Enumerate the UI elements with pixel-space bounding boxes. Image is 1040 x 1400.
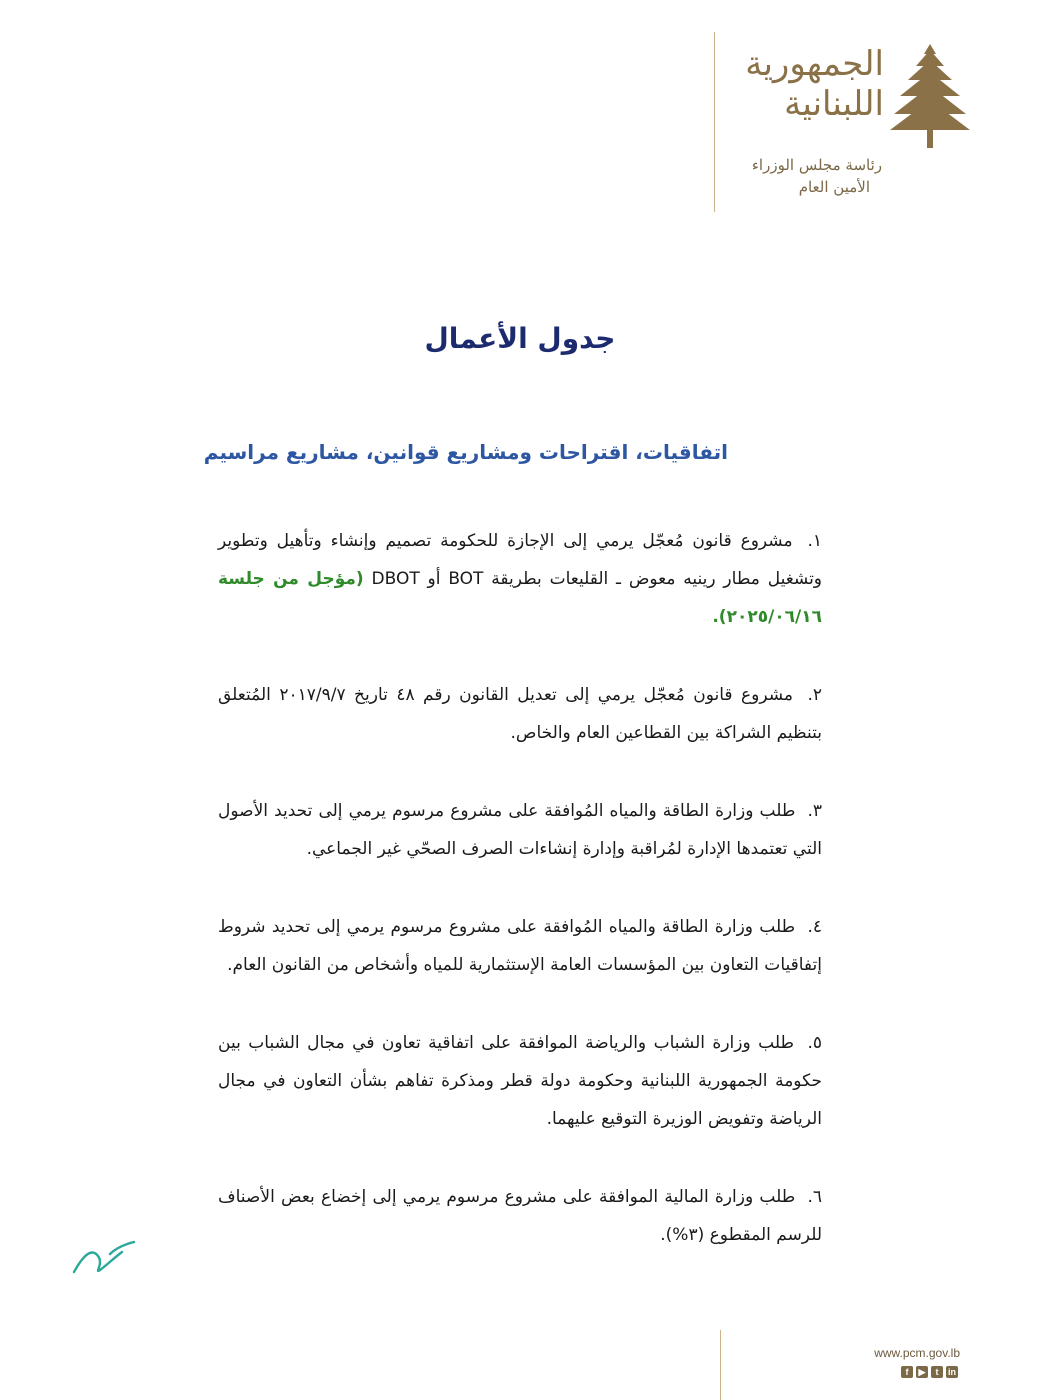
agenda-item-text: طلب وزارة الشباب والرياضة الموافقة على اتفاقية تعاون في مجال الشباب بين حكومة الجمهورية اللبنانية وحكومة دولة قطر ومذكرة تفاهم بشأن التعاون في مجال الرياضة وتفويض الوزيرة التوقيع عليهما. [218,1033,822,1129]
linkedin-icon[interactable]: in [948,1367,956,1377]
agenda-item-number: ٦. [807,1187,823,1207]
agenda-item-text: طلب وزارة الطاقة والمياه المُوافقة على مشروع مرسوم يرمي إلى تحديد شروط إتفاقيات التعاون بين المؤسسات العامة الإستثمارية للمياه وأشخاص من القانون العام. [218,917,822,975]
section-heading: اتفاقيات، اقتراحات ومشاريع قوانين، مشاريع مراسيم [203,440,728,464]
signature-mark [70,1234,140,1284]
agenda-item-number: ٥. [807,1033,823,1053]
emblem-line-1: الجمهورية [745,44,884,84]
agenda-item-number: ٢. [807,685,822,705]
facebook-icon[interactable]: f [901,1366,913,1378]
agenda-item-text: مشروع قانون مُعجّل يرمي إلى الإجازة للحكومة تصميم وإنشاء وتأهيل وتطوير وتشغيل مطار رينيه معوض ـ القليعات بطريقة BOT أو DBOT [218,531,823,589]
agenda-list [218,522,822,1294]
agenda-item-number: ٣. [807,801,823,821]
agenda-item-1 [218,522,822,636]
footer-divider [720,1330,721,1400]
agenda-item-text: طلب وزارة المالية الموافقة على مشروع مرسوم يرمي إلى إخضاع بعض الأصناف للرسم المقطوع (٣%). [218,1187,822,1245]
agenda-item-4 [218,908,822,984]
social-icons [901,1366,958,1378]
office-role: الأمين العام [798,178,870,196]
emblem-title [694,44,884,124]
agenda-item-5 [218,1024,822,1138]
letterhead [670,36,970,226]
cedar-tree-icon [890,42,970,152]
agenda-item-6 [218,1178,822,1254]
youtube-icon[interactable]: ▶ [916,1366,928,1378]
twitter-icon[interactable]: t [931,1366,943,1378]
page-title: جدول الأعمال [424,322,616,355]
office-name: رئاسة مجلس الوزراء [751,156,882,174]
postponed-note: (مؤجل من جلسة ٢٠٢٥/٠٦/١٦). [218,569,822,627]
agenda-item-2 [218,676,822,752]
emblem-line-2: اللبنانية [784,84,884,124]
agenda-item-number: ١. [807,531,822,551]
website-link[interactable]: www.pcm.gov.lb [874,1346,960,1360]
agenda-item-number: ٤. [807,917,822,937]
agenda-item-3 [218,792,822,868]
agenda-item-text: مشروع قانون مُعجّل يرمي إلى تعديل القانون رقم ٤٨ تاريخ ٢٠١٧/٩/٧ المُتعلق بتنظيم الشراكة بين القطاعين العام والخاص. [218,685,822,743]
agenda-item-text: طلب وزارة الطاقة والمياه المُوافقة على مشروع مرسوم يرمي إلى تحديد الأصول التي تعتمدها الإدارة لمُراقبة وإدارة إنشاءات الصرف الصحّي غير الجماعي. [218,801,822,859]
